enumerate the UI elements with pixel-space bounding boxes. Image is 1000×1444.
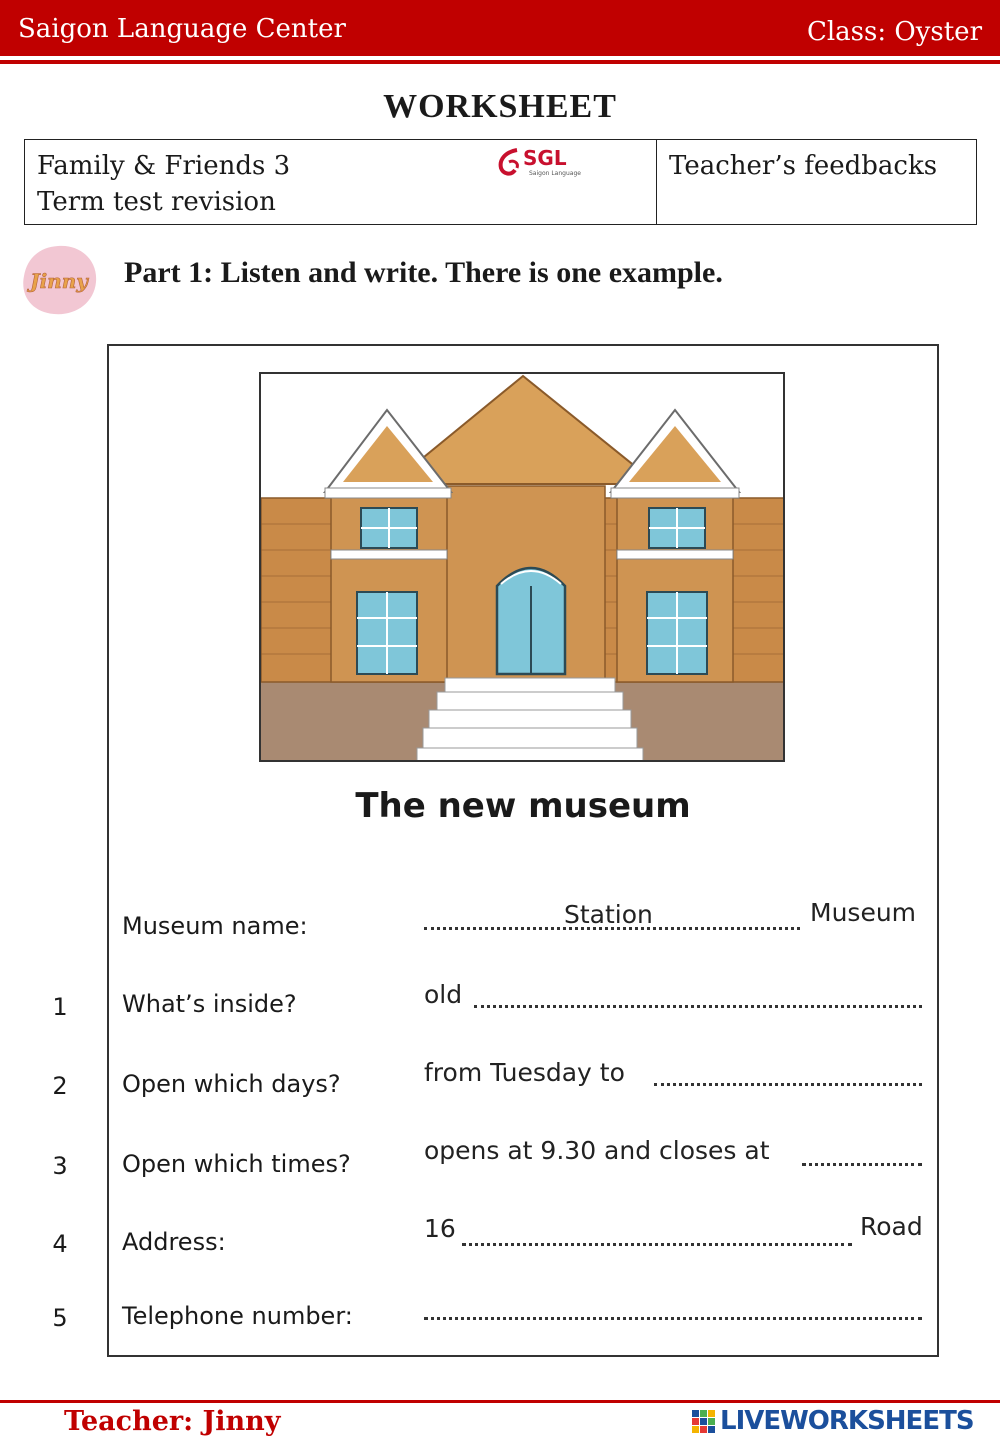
museum-building-icon: [261, 374, 785, 762]
answer-line-5[interactable]: [424, 1316, 922, 1320]
liveworksheets-logo[interactable]: [692, 1406, 992, 1438]
question-number: 2: [52, 1072, 68, 1100]
header-divider: [0, 60, 1000, 64]
sgl-swoosh-icon: [495, 146, 525, 180]
question-number: 1: [52, 993, 68, 1021]
answer-line-1[interactable]: [474, 1004, 922, 1008]
question-prefix: opens at 9.30 and closes at: [424, 1136, 770, 1165]
question-prefix: 16: [424, 1214, 456, 1243]
feedback-cell: [657, 140, 976, 224]
jinny-badge-icon: [18, 240, 100, 318]
badge-text: Jinny: [30, 269, 88, 293]
question-label: Telephone number:: [122, 1302, 353, 1330]
question-prefix: old: [424, 980, 463, 1009]
example-suffix: Museum: [810, 898, 917, 927]
answer-line-4[interactable]: [462, 1242, 852, 1246]
sgl-logo-text: SGL: [523, 146, 567, 170]
sgl-logo: [495, 146, 591, 180]
question-number: 4: [52, 1230, 68, 1258]
answer-line-3[interactable]: [802, 1162, 922, 1166]
course-cell: [25, 140, 657, 224]
question-label: Open which times?: [122, 1150, 351, 1178]
sgl-logo-subtext: Saigon Language: [529, 170, 581, 177]
question-prefix: from Tuesday to: [424, 1058, 625, 1087]
worksheet-title: WORKSHEET: [383, 88, 617, 125]
example-label: Museum name:: [122, 912, 308, 940]
info-table: [24, 139, 977, 225]
liveworksheets-text: LIVEWORKSHEETS: [720, 1406, 974, 1436]
center-name: Saigon Language Center: [18, 14, 346, 44]
museum-picture: [259, 372, 785, 762]
class-label: Class: Oyster: [806, 17, 982, 47]
question-suffix: Road: [860, 1212, 923, 1241]
liveworksheets-grid-icon: [692, 1410, 716, 1436]
feedback-label: Teacher’s feedbacks: [669, 151, 938, 181]
example-answer: Station: [564, 900, 653, 929]
question-number: 3: [52, 1152, 68, 1180]
question-number: 5: [52, 1304, 68, 1332]
museum-title: The new museum: [355, 786, 691, 826]
question-label: Open which days?: [122, 1070, 341, 1098]
footer-divider: [0, 1400, 1000, 1403]
part1-heading: Part 1: Listen and write. There is one example.: [124, 256, 723, 289]
question-label: What’s inside?: [122, 990, 297, 1018]
answer-line-2[interactable]: [654, 1082, 922, 1086]
header-bar: [0, 0, 1000, 56]
teacher-name: Teacher: Jinny: [64, 1406, 281, 1437]
course-name: Family & Friends 3: [37, 151, 291, 181]
question-label: Address:: [122, 1228, 226, 1256]
course-subtitle: Term test revision: [37, 187, 276, 217]
